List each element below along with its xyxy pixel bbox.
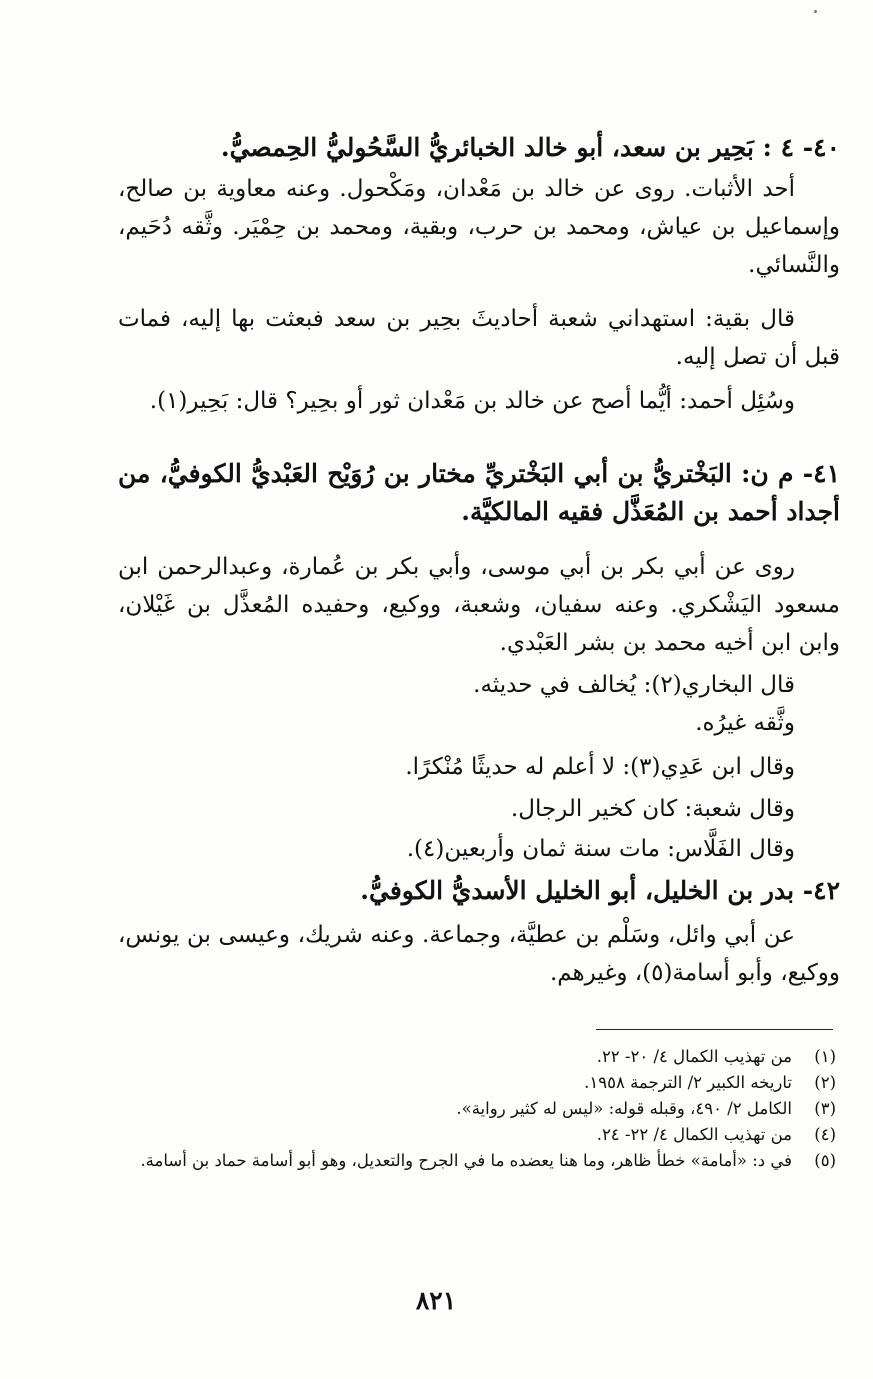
footnote-number: (١) <box>814 1047 836 1066</box>
footnote-separator <box>596 1029 833 1030</box>
footnotes <box>118 1044 836 1174</box>
footnote-number: (٢) <box>814 1073 836 1092</box>
footnote-number: (٥) <box>814 1151 836 1170</box>
entry-41-paragraph: وقال ابن عَدِي(٣): لا أعلم له حديثًا مُنْكرًا. <box>405 754 795 780</box>
footnote <box>118 1096 836 1122</box>
footnote <box>118 1044 836 1070</box>
entry-41-paragraph: قال البخاري(٢): يُخالف في حديثه. <box>473 672 795 698</box>
entry-40-paragraph: قال بقية: استهداني شعبة أحاديثَ بحِير بن سعد فبعثت بها إليه، فمات قبل أن تصل إليه. <box>118 306 840 370</box>
footnote-text: في د: «أمامة» خطأ ظاهر، وما هنا يعضده ما في الجرح والتعديل، وهو أبو أسامة حماد بن أسامة. <box>140 1151 792 1170</box>
entry-41-heading: ٤١- م ن: البَخْتريُّ بن أبي البَخْتريِّ مختار بن رُوَيْح العَبْديُّ الكوفيُّ، من أجداد أحمد بن المُعَذَّل فقيه المالكيَّة. <box>118 459 840 526</box>
footnote-number: (٤) <box>814 1125 836 1144</box>
footnote-text: الكامل ٢/ ٤٩٠، وقبله قوله: «ليس له كثير رواية». <box>456 1099 792 1118</box>
footnote <box>118 1070 836 1096</box>
entry-41-paragraph: وثَّقه غيرُه. <box>695 710 795 736</box>
footnote-text: من تهذيب الكمال ٤/ ٢٠- ٢٢. <box>596 1047 792 1066</box>
entry-41-paragraph: روى عن أبي بكر بن أبي موسى، وأبي بكر بن عُمارة، وعبدالرحمن ابن مسعود اليَشْكري. وعنه سفيان، وشعبة، ووكيع، وحفيده المُعذَّل بن غَيْلان، وابن ابن أخيه محمد بن بشر العَبْدي. <box>118 554 840 656</box>
entry-42-heading: ٤٢- بدر بن الخليل، أبو الخليل الأسديُّ الكوفيُّ. <box>360 876 840 905</box>
footnote-number: (٣) <box>814 1099 836 1118</box>
page-number: ٨٢١ <box>415 1286 457 1315</box>
entry-42-paragraph: عن أبي وائل، وسَلْم بن عطيَّة، وجماعة. وعنه شريك، وعيسى بن يونس، ووكيع، وأبو أسامة(٥)، وغيرهم. <box>118 922 840 986</box>
entry-41-paragraph: وقال الفَلَّاس: مات سنة ثمان وأربعين(٤). <box>406 836 795 862</box>
page-speck <box>814 10 817 13</box>
footnote-text: من تهذيب الكمال ٤/ ٢٢- ٢٤. <box>596 1125 792 1144</box>
entry-40-paragraph: أحد الأثبات. روى عن خالد بن مَعْدان، ومَكْحول. وعنه معاوية بن صالح، وإسماعيل بن عياش، ومحمد بن حرب، وبقية، ومحمد بن حِمْيَر. وثَّقه دُحَيم، والنَّسائي. <box>118 176 840 278</box>
footnote-text: تاريخه الكبير ٢/ الترجمة ١٩٥٨. <box>584 1073 792 1092</box>
entry-40-heading: ٤٠- ٤ : بَحِير بن سعد، أبو خالد الخبائريُّ السَّحُوليُّ الحِمصيُّ. <box>220 133 840 162</box>
footnote <box>118 1148 836 1174</box>
footnote <box>118 1122 836 1148</box>
entry-40-paragraph: وسُئِل أحمد: أيُّما أصح عن خالد بن مَعْدان ثور أو بحِير؟ قال: بَحِير(١). <box>149 388 795 414</box>
entry-41-paragraph: وقال شعبة: كان كخير الرجال. <box>510 796 795 822</box>
